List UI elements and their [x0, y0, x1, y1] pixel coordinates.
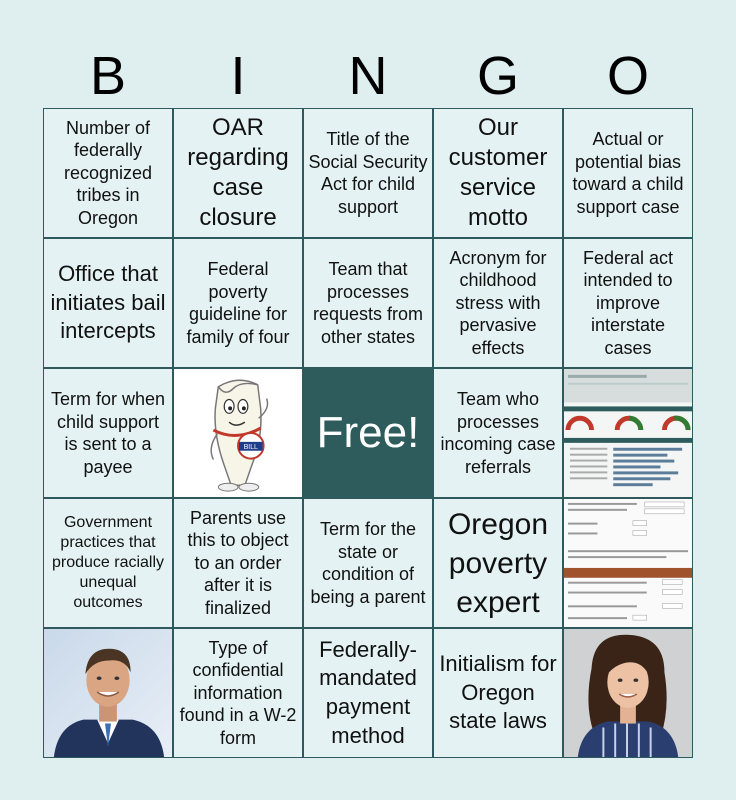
bill-badge-text: BILL — [243, 444, 258, 452]
bingo-header — [43, 44, 693, 108]
bingo-cell-image[interactable] — [563, 368, 693, 498]
bingo-cell[interactable]: Number of federally recognized tribes in Oregon — [43, 108, 173, 238]
woman-portrait-icon — [564, 629, 692, 757]
bingo-cell[interactable]: Federal act intended to improve interstate cases — [563, 238, 693, 368]
bingo-cell[interactable]: Team who processes incoming case referrals — [433, 368, 563, 498]
bingo-cell[interactable]: Team that processes requests from other states — [303, 238, 433, 368]
bingo-cell[interactable]: Acronym for childhood stress with pervasive effects — [433, 238, 563, 368]
bingo-cell[interactable]: OAR regarding case closure — [173, 108, 303, 238]
bingo-cell[interactable]: Our customer service motto — [433, 108, 563, 238]
bingo-cell[interactable]: Term for when child support is sent to a payee — [43, 368, 173, 498]
form-screenshot-icon — [564, 499, 692, 627]
bingo-cell[interactable]: Type of confidential information found in a W-2 form — [173, 628, 303, 758]
bingo-cell[interactable]: Initialism for Oregon state laws — [433, 628, 563, 758]
bingo-cell-image[interactable] — [43, 628, 173, 758]
bingo-cell[interactable]: Title of the Social Security Act for child support — [303, 108, 433, 238]
bingo-cell[interactable]: Office that initiates bail intercepts — [43, 238, 173, 368]
bingo-cell[interactable]: Term for the state or condition of being a parent — [303, 498, 433, 628]
bingo-board — [43, 108, 693, 758]
header-letter-i: I — [230, 46, 246, 106]
bingo-cell[interactable]: Government practices that produce racially unequal outcomes — [43, 498, 173, 628]
header-letter-g: G — [476, 46, 519, 106]
free-space[interactable]: Free! — [303, 368, 433, 498]
header-letter-b: B — [89, 46, 127, 106]
bingo-cell[interactable]: Federally-mandated payment method — [303, 628, 433, 758]
bingo-cell[interactable]: Federal poverty guideline for family of four — [173, 238, 303, 368]
header-letter-n: N — [348, 46, 388, 106]
bingo-cell-image[interactable] — [563, 498, 693, 628]
header-letter-o: O — [606, 46, 649, 106]
dashboard-screenshot-icon — [564, 369, 692, 497]
bingo-cell[interactable]: Parents use this to object to an order after it is finalized — [173, 498, 303, 628]
bingo-cell[interactable]: Oregon poverty expert — [433, 498, 563, 628]
bingo-cell-image[interactable] — [563, 628, 693, 758]
bingo-cell-image[interactable] — [173, 368, 303, 498]
man-portrait-icon — [44, 629, 172, 757]
bingo-cell[interactable]: Actual or potential bias toward a child support case — [563, 108, 693, 238]
bill-cartoon-icon — [174, 369, 302, 497]
